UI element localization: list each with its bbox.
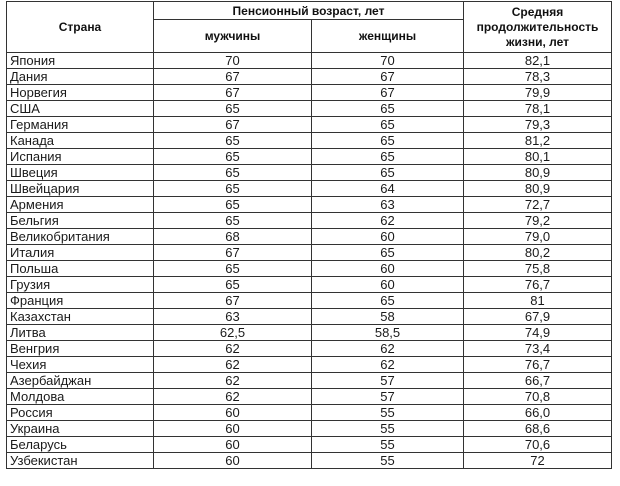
table-row xyxy=(7,213,612,229)
cell-life-expectancy: 78,1 xyxy=(464,101,612,117)
table-row xyxy=(7,341,612,357)
cell-country: Венгрия xyxy=(7,341,154,357)
cell-men: 67 xyxy=(154,293,312,309)
cell-country: Великобритания xyxy=(7,229,154,245)
cell-country: Узбекистан xyxy=(7,453,154,469)
cell-women: 55 xyxy=(312,405,464,421)
cell-country: Армения xyxy=(7,197,154,213)
table-row xyxy=(7,421,612,437)
cell-country: Германия xyxy=(7,117,154,133)
cell-men: 65 xyxy=(154,197,312,213)
cell-women: 65 xyxy=(312,101,464,117)
table-row xyxy=(7,149,612,165)
cell-women: 55 xyxy=(312,437,464,453)
cell-country: Россия xyxy=(7,405,154,421)
header-pension-age: Пенсионный возраст, лет xyxy=(154,2,464,20)
table-row xyxy=(7,165,612,181)
cell-women: 55 xyxy=(312,421,464,437)
table-row xyxy=(7,69,612,85)
cell-men: 62,5 xyxy=(154,325,312,341)
cell-country: Япония xyxy=(7,53,154,69)
table-row xyxy=(7,117,612,133)
cell-country: Беларусь xyxy=(7,437,154,453)
cell-women: 65 xyxy=(312,245,464,261)
cell-life-expectancy: 78,3 xyxy=(464,69,612,85)
table-row xyxy=(7,373,612,389)
cell-women: 58,5 xyxy=(312,325,464,341)
table-body xyxy=(7,53,612,469)
cell-men: 60 xyxy=(154,421,312,437)
cell-life-expectancy: 76,7 xyxy=(464,277,612,293)
table-row xyxy=(7,101,612,117)
cell-life-expectancy: 79,0 xyxy=(464,229,612,245)
cell-men: 67 xyxy=(154,69,312,85)
cell-men: 60 xyxy=(154,437,312,453)
table-header xyxy=(7,2,612,53)
cell-men: 65 xyxy=(154,165,312,181)
cell-men: 65 xyxy=(154,133,312,149)
cell-country: Бельгия xyxy=(7,213,154,229)
cell-women: 55 xyxy=(312,453,464,469)
table-row xyxy=(7,245,612,261)
cell-women: 60 xyxy=(312,261,464,277)
cell-women: 57 xyxy=(312,389,464,405)
cell-life-expectancy: 66,0 xyxy=(464,405,612,421)
table-row xyxy=(7,357,612,373)
cell-life-expectancy: 79,9 xyxy=(464,85,612,101)
cell-country: Грузия xyxy=(7,277,154,293)
cell-life-expectancy: 68,6 xyxy=(464,421,612,437)
table-row xyxy=(7,405,612,421)
cell-country: Казахстан xyxy=(7,309,154,325)
cell-country: Канада xyxy=(7,133,154,149)
cell-men: 65 xyxy=(154,101,312,117)
table-row xyxy=(7,133,612,149)
cell-women: 65 xyxy=(312,149,464,165)
table-row xyxy=(7,293,612,309)
cell-women: 57 xyxy=(312,373,464,389)
cell-life-expectancy: 75,8 xyxy=(464,261,612,277)
cell-men: 70 xyxy=(154,53,312,69)
cell-country: Азербайджан xyxy=(7,373,154,389)
table-row xyxy=(7,197,612,213)
cell-men: 62 xyxy=(154,341,312,357)
cell-men: 67 xyxy=(154,117,312,133)
cell-life-expectancy: 72 xyxy=(464,453,612,469)
cell-men: 68 xyxy=(154,229,312,245)
cell-men: 62 xyxy=(154,373,312,389)
cell-life-expectancy: 70,8 xyxy=(464,389,612,405)
cell-country: Италия xyxy=(7,245,154,261)
cell-country: Литва xyxy=(7,325,154,341)
table-row xyxy=(7,277,612,293)
table-row xyxy=(7,437,612,453)
cell-women: 64 xyxy=(312,181,464,197)
cell-men: 65 xyxy=(154,261,312,277)
cell-life-expectancy: 67,9 xyxy=(464,309,612,325)
cell-life-expectancy: 72,7 xyxy=(464,197,612,213)
cell-men: 65 xyxy=(154,277,312,293)
cell-country: Молдова xyxy=(7,389,154,405)
cell-life-expectancy: 80,9 xyxy=(464,165,612,181)
table-container xyxy=(6,1,612,469)
cell-country: Испания xyxy=(7,149,154,165)
cell-life-expectancy: 79,2 xyxy=(464,213,612,229)
cell-life-expectancy: 74,9 xyxy=(464,325,612,341)
table-row xyxy=(7,181,612,197)
pension-age-table xyxy=(6,1,612,469)
cell-women: 67 xyxy=(312,85,464,101)
cell-women: 63 xyxy=(312,197,464,213)
cell-country: Польша xyxy=(7,261,154,277)
table-row xyxy=(7,53,612,69)
cell-women: 62 xyxy=(312,341,464,357)
cell-country: Швеция xyxy=(7,165,154,181)
cell-women: 65 xyxy=(312,133,464,149)
cell-country: Норвегия xyxy=(7,85,154,101)
cell-life-expectancy: 76,7 xyxy=(464,357,612,373)
cell-country: США xyxy=(7,101,154,117)
cell-life-expectancy: 70,6 xyxy=(464,437,612,453)
header-row-top xyxy=(7,2,612,20)
cell-life-expectancy: 80,9 xyxy=(464,181,612,197)
cell-men: 67 xyxy=(154,85,312,101)
table-row xyxy=(7,85,612,101)
cell-women: 58 xyxy=(312,309,464,325)
cell-women: 65 xyxy=(312,165,464,181)
cell-country: Чехия xyxy=(7,357,154,373)
cell-women: 70 xyxy=(312,53,464,69)
table-row xyxy=(7,261,612,277)
table-row xyxy=(7,453,612,469)
cell-men: 60 xyxy=(154,453,312,469)
cell-country: Швейцария xyxy=(7,181,154,197)
cell-men: 65 xyxy=(154,213,312,229)
table-row xyxy=(7,309,612,325)
cell-life-expectancy: 81,2 xyxy=(464,133,612,149)
cell-men: 62 xyxy=(154,389,312,405)
cell-life-expectancy: 80,2 xyxy=(464,245,612,261)
cell-men: 65 xyxy=(154,181,312,197)
header-men: мужчины xyxy=(154,20,312,53)
cell-women: 62 xyxy=(312,213,464,229)
cell-women: 60 xyxy=(312,229,464,245)
cell-women: 62 xyxy=(312,357,464,373)
cell-men: 67 xyxy=(154,245,312,261)
cell-life-expectancy: 82,1 xyxy=(464,53,612,69)
table-row xyxy=(7,389,612,405)
cell-life-expectancy: 81 xyxy=(464,293,612,309)
cell-country: Украина xyxy=(7,421,154,437)
header-country: Страна xyxy=(7,2,154,53)
header-women: женщины xyxy=(312,20,464,53)
table-row xyxy=(7,325,612,341)
header-life-expectancy: Средняя продолжительность жизни, лет xyxy=(464,2,612,53)
cell-women: 65 xyxy=(312,117,464,133)
cell-life-expectancy: 66,7 xyxy=(464,373,612,389)
cell-women: 67 xyxy=(312,69,464,85)
cell-women: 60 xyxy=(312,277,464,293)
cell-life-expectancy: 79,3 xyxy=(464,117,612,133)
cell-country: Дания xyxy=(7,69,154,85)
cell-men: 63 xyxy=(154,309,312,325)
table-row xyxy=(7,229,612,245)
cell-men: 65 xyxy=(154,149,312,165)
cell-women: 65 xyxy=(312,293,464,309)
cell-men: 62 xyxy=(154,357,312,373)
cell-life-expectancy: 73,4 xyxy=(464,341,612,357)
cell-life-expectancy: 80,1 xyxy=(464,149,612,165)
cell-men: 60 xyxy=(154,405,312,421)
cell-country: Франция xyxy=(7,293,154,309)
